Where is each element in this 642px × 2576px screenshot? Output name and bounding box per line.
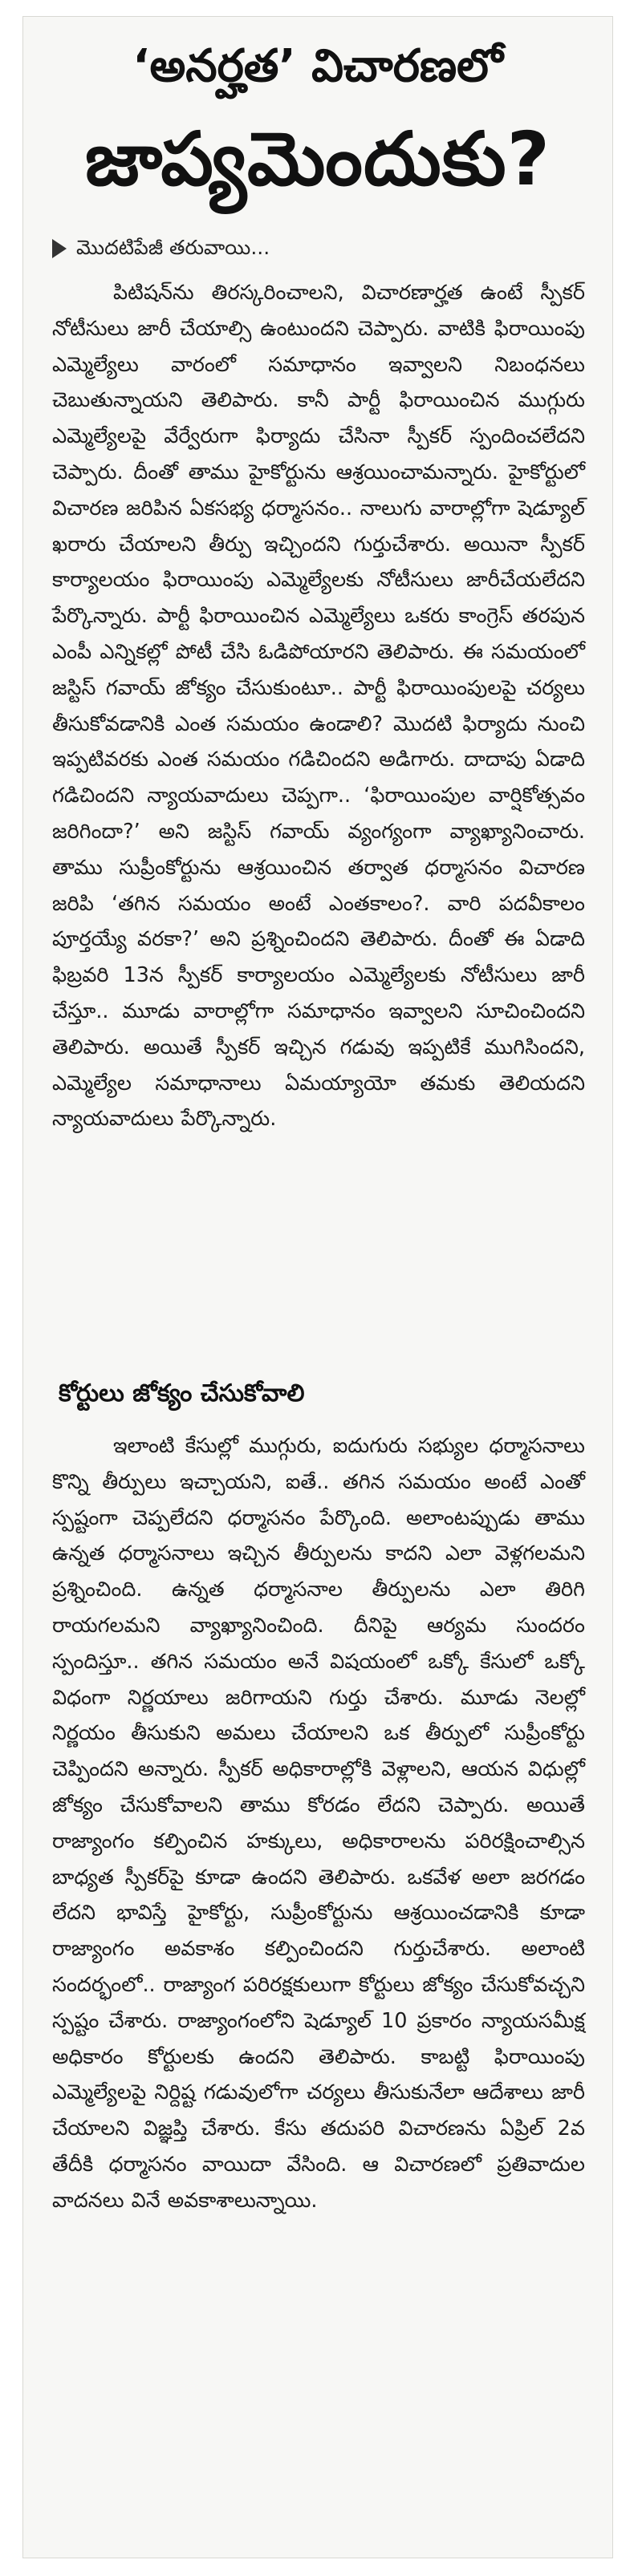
headline-line-1: ‘అనర్హత’ విచారణలో bbox=[132, 40, 503, 92]
news-clipping bbox=[22, 16, 613, 2558]
kicker-text: మొదటిపేజీ తరువాయి... bbox=[76, 236, 270, 259]
body-paragraph-2: ఇలాంటి కేసుల్లో ముగ్గురు, ఐదుగురు సభ్యుల ధర్మాసనాలు కొన్ని తీర్పులు ఇచ్చాయని, ఐతే.. తగిన సమయం అంటే ఎంతో స్పష్టంగా చెప్పలేదని ధర్మాసనం పేర్కొంది. అలాంటప్పుడు తాము ఉన్నత ధర్మాసనాలు ఇచ్చిన తీర్పులను కాదని ఎలా వెళ్లగలమని ప్రశ్నించింది. ఉన్నత ధర్మాసనాల తీర్పులను ఎలా తిరిగి రాయగలమని వ్యాఖ్యానించింది. దీనిపై ఆర్యమ సుందరం స్పందిస్తూ.. తగిన సమయం అనే విషయంలో ఒక్కో కేసులో ఒక్కో విధంగా నిర్ణయాలు జరిగాయని గుర్తు చేశారు. మూడు నెలల్లో నిర్ణయం తీసుకుని అమలు చేయాలని ఒక తీర్పులో సుప్రీంకోర్టు చెప్పిందని అన్నారు. స్పీకర్ అధికారాల్లోకి వెళ్లాలని, ఆయన విధుల్లో జోక్యం చేసుకోవాలని తాము కోరడం లేదని చెప్పారు. అయితే రాజ్యాంగం కల్పించిన హక్కులు, అధికారాలను పరిరక్షించాల్సిన బాధ్యత స్పీకర్‌పై కూడా ఉందని తెలిపారు. ఒకవేళ అలా జరగడం లేదని భావిస్తే హైకోర్టు, సుప్రీంకోర్టును ఆశ్రయించడానికి కూడా రాజ్యాంగం అవకాశం కల్పించిందని గుర్తుచేశారు. అలాంటి సందర్భంలో.. రాజ్యాంగ పరిరక్షకులుగా కోర్టులు జోక్యం చేసుకోవచ్చని స్పష్టం చేశారు. రాజ్యాంగంలోని షెడ్యూల్ 10 ప్రకారం న్యాయసమీక్ష అధికారం కోర్టులకు ఉందని తెలిపారు. కాబట్టి ఫిరాయింపు ఎమ్మెల్యేలపై నిర్దిష్ట గడువులోగా చర్యలు తీసుకునేలా ఆదేశాలు జారీ చేయాలని విజ్ఞప్తి చేశారు. కేసు తదుపరి విచారణను ఏప్రిల్ 2వ తేదీకి ధర్మాసనం వాయిదా వేసింది. ఆ విచారణలో ప్రతివాదుల వాదనలు వినే అవకాశాలున్నాయి. bbox=[52, 1434, 585, 2213]
headline-line-2: జాప్యమెందుకు? bbox=[85, 116, 551, 202]
continuation-kicker bbox=[52, 232, 270, 264]
subheading: కోర్టులు జోక్యం చేసుకోవాలి bbox=[59, 1379, 305, 1407]
arrow-right-icon bbox=[52, 239, 67, 258]
body-paragraph-1: పిటిషన్‌ను తిరస్కరించాలని, విచారణార్హత ఉంటే స్పీకర్ నోటీసులు జారీ చేయాల్సి ఉంటుందని చెప్పారు. వాటికి ఫిరాయింపు ఎమ్మెల్యేలు వారంలో సమాధానం ఇవ్వాలని నిబంధనలు చెబుతున్నాయని తెలిపారు. కానీ పార్టీ ఫిరాయించిన ముగ్గురు ఎమ్మెల్యేలపై వేర్వేరుగా ఫిర్యాదు చేసినా స్పీకర్ స్పందించలేదని చెప్పారు. దీంతో తాము హైకోర్టును ఆశ్రయించామన్నారు. హైకోర్టులో విచారణ జరిపిన ఏకసభ్య ధర్మాసనం.. నాలుగు వారాల్లోగా షెడ్యూల్ ఖరారు చేయాలని తీర్పు ఇచ్చిందని గుర్తుచేశారు. అయినా స్పీకర్ కార్యాలయం ఫిరాయింపు ఎమ్మెల్యేలకు నోటీసులు జారీచేయలేదని పేర్కొన్నారు. పార్టీ ఫిరాయించిన ఎమ్మెల్యేలు ఒకరు కాంగ్రెస్ తరపున ఎంపీ ఎన్నికల్లో పోటీ చేసి ఓడిపోయారని తెలిపారు. ఈ సమయంలో జస్టిస్ గవాయ్ జోక్యం చేసుకుంటూ.. పార్టీ ఫిరాయింపులపై చర్యలు తీసుకోవడానికి ఎంత సమయం ఉండాలి? మొదటి ఫిర్యాదు నుంచి ఇప్పటివరకు ఎంత సమయం గడిచిందని అడిగారు. దాదాపు ఏడాది గడిచిందని న్యాయవాదులు చెప్పగా.. ‘ఫిరాయింపుల వార్షికోత్సవం జరిగిందా?’ అని జస్టిస్ గవాయ్ వ్యంగ్యంగా వ్యాఖ్యానించారు. తాము సుప్రీంకోర్టును ఆశ్రయించిన తర్వాత ధర్మాసనం విచారణ జరిపి ‘తగిన సమయం అంటే ఎంతకాలం?. వారి పదవీకాలం పూర్తయ్యే వరకా?’ అని ప్రశ్నించిందని తెలిపారు. దీంతో ఈ ఏడాది ఫిబ్రవరి 13న స్పీకర్ కార్యాలయం ఎమ్మెల్యేలకు నోటీసులు జారీ చేస్తూ.. మూడు వారాల్లోగా సమాధానం ఇవ్వాలని సూచించిందని తెలిపారు. అయితే స్పీకర్ ఇచ్చిన గడువు ఇప్పటికే ముగిసిందని, ఎమ్మెల్యేల సమాధానాలు ఏమయ్యాయో తమకు తెలియదని న్యాయవాదులు పేర్కొన్నారు. bbox=[52, 281, 585, 1132]
